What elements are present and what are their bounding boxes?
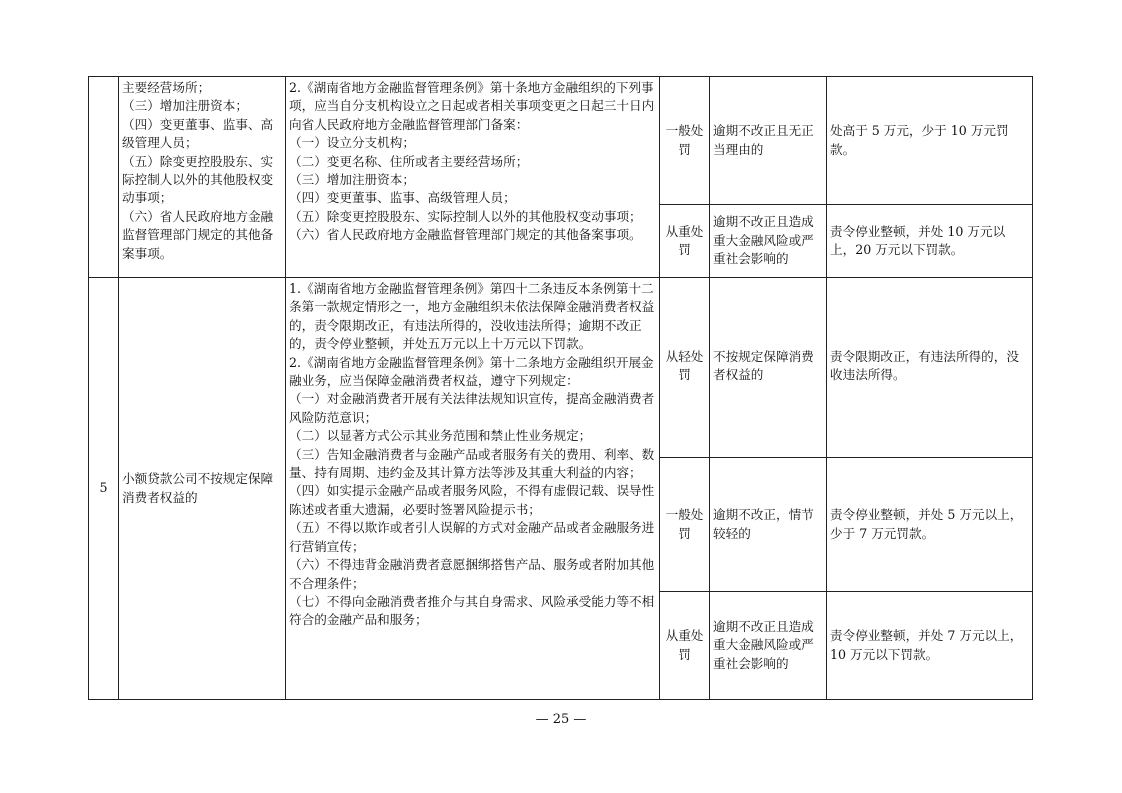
penalty-standard-table [88, 76, 1033, 700]
table-row [89, 278, 1033, 458]
text-line: （六）不得违背金融消费者意愿捆绑搭售产品、服务或者附加其他不合理条件； [289, 557, 655, 591]
penalty-measure: 责令停业整顿，并处 10 万元以上，20 万元以下罚款。 [827, 205, 1033, 278]
penalty-measure: 责令限期改正，有违法所得的，没收违法所得。 [827, 278, 1033, 458]
table-row [89, 77, 1033, 205]
penalty-level: 从重处罚 [660, 592, 710, 700]
text-line: （三）告知金融消费者与金融产品或者服务有关的费用、利率、数量、持有周期、违约金及其计算方法等涉及其重大利益的内容； [289, 446, 655, 481]
text-line: （三）增加注册资本； [289, 172, 415, 188]
text-line: （五）不得以欺诈或者引人误解的方式对金融产品或者金融服务进行营销宣传； [289, 520, 655, 554]
text-line: （一）设立分支机构； [289, 135, 415, 151]
violation-circumstance: 逾期不改正且无正当理由的 [710, 77, 827, 205]
text-line: （五）除变更控股股东、实际控制人以外的其他股权变动事项； [122, 153, 274, 206]
violation-circumstance: 逾期不改正且造成重大金融风险或严重社会影响的 [710, 592, 827, 700]
violation-circumstance: 逾期不改正，情节较轻的 [710, 458, 827, 592]
violation-circumstance: 不按规定保障消费者权益的 [710, 278, 827, 458]
violation-subject [119, 77, 286, 278]
legal-basis [286, 77, 660, 278]
text-line: （四）变更董事、监事、高级管理人员； [122, 116, 274, 151]
text-line: （五）除变更控股股东、实际控制人以外的其他股权变动事项； [289, 208, 642, 224]
item-number [89, 77, 119, 278]
text-line: 主要经营场所； [122, 80, 211, 95]
violation-circumstance: 逾期不改正且造成重大金融风险或严重社会影响的 [710, 205, 827, 278]
violation-subject: 小额贷款公司不按规定保障消费者权益的 [119, 278, 286, 700]
text-line: （六）省人民政府地方金融监督管理部门规定的其他备案事项。 [122, 208, 274, 261]
text-line: （六）省人民政府地方金融监督管理部门规定的其他备案事项。 [289, 227, 642, 243]
penalty-level: 从重处罚 [660, 205, 710, 278]
text-line: （四）变更董事、监事、高级管理人员； [289, 190, 516, 206]
text-line: 2.《湖南省地方金融监督管理条例》第十二条地方金融组织开展金融业务，应当保障金融消费者权益，遵守下列规定： [289, 354, 654, 389]
text-line: （三）增加注册资本； [122, 98, 248, 114]
penalty-measure: 处高于 5 万元，少于 10 万元罚款。 [827, 77, 1033, 205]
penalty-measure: 责令停业整顿，并处 7 万元以上，10 万元以下罚款。 [827, 592, 1033, 700]
penalty-measure: 责令停业整顿，并处 5 万元以上，少于 7 万元罚款。 [827, 458, 1033, 592]
text-line: （一）对金融消费者开展有关法律法规知识宣传，提高金融消费者风险防范意识； [289, 391, 655, 425]
page-number: — 25 — [535, 712, 587, 727]
text-line: （四）如实提示金融产品或者服务风险，不得有虚假记载、误导性陈述或者重大遗漏，必要时签署风险提示书； [289, 483, 655, 517]
text-line: （二）以显著方式公示其业务范围和禁止性业务规定； [289, 428, 592, 444]
text-line: （二）变更名称、住所或者主要经营场所； [289, 153, 529, 169]
penalty-level: 一般处罚 [660, 77, 710, 205]
text-line: （七）不得向金融消费者推介与其自身需求、风险承受能力等不相符合的金融产品和服务； [289, 593, 655, 628]
penalty-level: 从轻处罚 [660, 278, 710, 458]
text-line: 1.《湖南省地方金融监督管理条例》第四十二条违反本条例第十二条第一款规定情形之一，地方金融组织未依法保障金融消费者权益的，责令限期改正，有违法所得的，没收违法所得；逾期不改正的，责令停业整顿，并处五万元以上十万元以下罚款。 [289, 281, 655, 352]
item-number: 5 [89, 278, 119, 700]
text-line: 2.《湖南省地方金融监督管理条例》第十条地方金融组织的下列事项，应当自分支机构设立之日起或者相关事项变更之日起三十日内向省人民政府地方金融监督管理部门备案： [289, 80, 655, 132]
penalty-level: 一般处罚 [660, 458, 710, 592]
legal-basis [286, 278, 660, 700]
